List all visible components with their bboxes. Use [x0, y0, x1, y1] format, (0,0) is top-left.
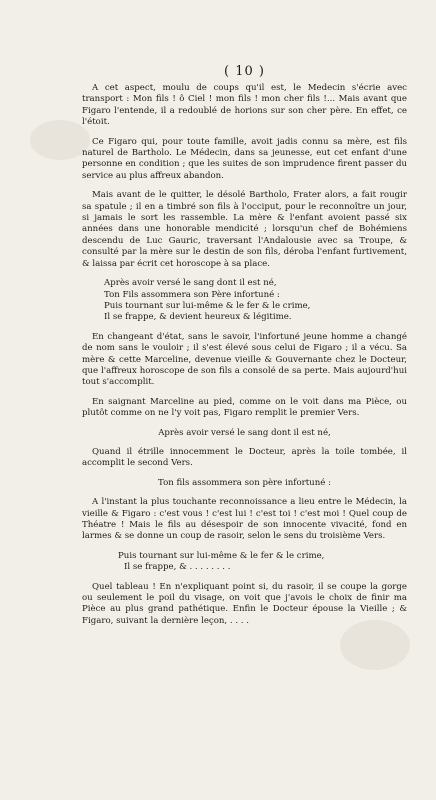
verse-line: Après avoir versé le sang dont il est né, — [104, 278, 277, 289]
paragraph: Quel tableau ! En n'expliquant point si, du rasoir, il se coupe la gorge ou seulement le poil du visage, on voit que j'avois le choix de finir ma Pièce au plus grand pathétique. Enfin le Docteur épouse la Vieille ; & Figaro, suivant la dernière leçon, . . . . — [82, 581, 407, 626]
document-text — [82, 64, 407, 635]
paragraph: Quand il étrille innocemment le Docteur, après la toile tombée, il accomplit le second Vers. — [82, 446, 407, 469]
paragraph: En saignant Marceline au pied, comme on le voit dans ma Pièce, ou plutôt comme on ne l'y voit pas, Figaro remplit le premier Vers. — [82, 396, 407, 419]
paragraph: Ce Figaro qui, pour toute famille, avoit jadis connu sa mère, est fils naturel de Bartholo. Le Médecin, dans sa jeunesse, eut cet enfant d'une personne en condition ; que les suites de son imprudence firent passer du service au plus affreux abandon. — [82, 136, 407, 181]
verse-line: Puis tournant sur lui-même & le fer & le crime, — [118, 550, 325, 561]
quoted-verse-block — [104, 551, 407, 574]
paragraph: Mais avant de le quitter, le désolé Bartholo, Frater alors, a fait rougir sa spatule ; il en a timbré son fils à l'occiput, pour le reconnoître un jour, si jamais le sort les rassemble. La mère & l'enfant avoient passé six années dans une honorable mendicité ; lorsqu'un chef de Bohémiens descendu de Luc Gauric, traversant l'Andalousie avec sa Troupe, & consulté par la mère sur le destin de son fils, déroba l'enfant furtivement, & laissa par écrit cet horoscope à sa place. — [82, 190, 407, 269]
verse-line: Puis tournant sur lui-même & le fer & le crime, — [104, 300, 311, 311]
horoscope-verse — [104, 278, 407, 324]
paper-stain — [30, 120, 90, 160]
quoted-verse: Après avoir versé le sang dont il est né, — [158, 427, 331, 438]
verse-line: Il se frappe, & . . . . . . . . — [124, 562, 231, 573]
paragraph: En changeant d'état, sans le savoir, l'infortuné jeune homme a changé de nom sans le vouloir ; il s'est élevé sous celui de Figaro ; il a vécu. Sa mère & cette Marceline, devenue vieille & Gouvernante chez le Docteur, que l'affreux horoscope de son fils a consolé de sa perte. Mais aujourd'hui tout s'accomplit. — [82, 331, 407, 388]
verse-line: Il se frappe, & devient heureux & légitime. — [104, 312, 292, 323]
page-number: ( 10 ) — [224, 64, 265, 79]
quoted-verse: Ton fils assommera son père infortuné : — [158, 477, 331, 488]
paragraph: A cet aspect, moulu de coups qu'il est, le Medecin s'écrie avec transport : Mon fils ! ô Ciel ! mon fils ! mon cher fils !... Mais avant que Figaro l'entende, il a redoublé de horions sur son cher père. En effet, ce l'étoit. — [82, 83, 407, 128]
paragraph: A l'instant la plus touchante reconnoissance a lieu entre le Médecin, la vieille & Figaro : c'est vous ! c'est lui ! c'est toi ! c'est moi ! Quel coup de Théatre ! Mais le fils au désespoir de son innocente vivacité, fond en larmes & se donne un coup de rasoir, selon le sens du troisième Vers. — [82, 497, 407, 542]
verse-line: Ton Fils assommera son Père infortuné : — [104, 289, 280, 300]
